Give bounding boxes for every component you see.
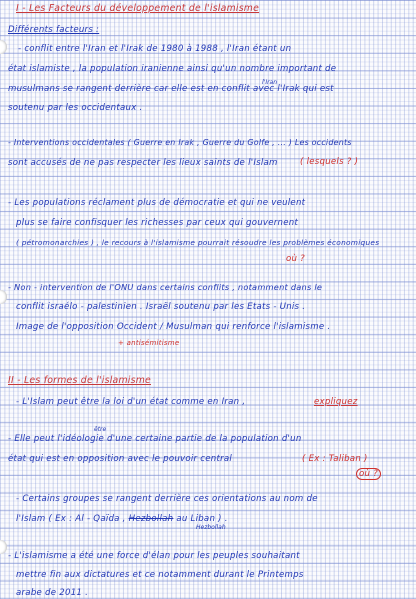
s1b1-line2: état islamiste , la population iranienne ainsi qu'un nombre important de [8,64,337,74]
s1b4-line1: - Non - intervention de l'ONU dans certains conflits , notamment dans le [8,282,323,292]
s1b2-line1: - Interventions occidentales ( Guerre en Irak , Guerre du Golfe , ... ) Les occidents [8,138,352,147]
s2b3-line2: l'Islam ( Ex : Al - Qaïda , Hezbollah au Liban ) . [16,514,228,524]
s2b2-note: où ? [356,468,381,480]
s1b1-line3: musulmans se rangent derrière car elle est en conflit avec l'Irak qui est [8,84,334,94]
s1b1-line4: soutenu par les occidentaux . [8,103,143,113]
struck-word: Hezbollah [128,514,174,524]
s1b4-line2: conflit israélo - palestinien . Israël soutenu par les Etats - Unis . [16,302,306,312]
s2b4-line1: - L'islamisme a été une force d'élan pour les peuples souhaitant [8,551,300,561]
s2b2-insert: être [94,426,107,433]
s1b2-line2: sont accusés de ne pas respecter les lieux saints de l'Islam [8,158,278,168]
s2b1-note: expliquez [314,397,358,407]
s2b3-line1: - Certains groupes se rangent derrière ces orientations au nom de [16,494,318,504]
s2b2-line1: - Elle peut l'idéologie d'une certaine partie de la population d'un [8,434,302,444]
s1b3-line3: ( pétromonarchies ) , le recours à l'islamisme pourrait résoudre les problèmes économiques [16,238,380,247]
s2b1-line1: - L'Islam peut être la loi d'un état comme en Iran , [16,397,246,407]
binder-hole [0,290,7,304]
s1b1-line1: - conflit entre l'Iran et l'Irak de 1980 à 1988 , l'Iran étant un [18,44,292,54]
binder-hole [0,540,7,554]
s2b2-line2: état qui est en opposition avec le pouvoir central [8,454,233,464]
s1b3-note: où ? [286,254,305,264]
binder-hole [0,40,7,54]
section1-title: I - Les Facteurs du développement de l'islamisme [16,3,260,14]
s1b4-note: + antisémitisme [118,339,180,347]
s2b3-insert: Hezbollah [196,524,226,531]
s1b3-line1: - Les populations réclament plus de démocratie et qui ne veulent [8,198,306,208]
section2-title: II - Les formes de l'islamisme [8,375,151,386]
s1b4-line3: Image de l'opposition Occident / Musulman qui renforce l'islamisme . [16,322,331,332]
s2b2-example: ( Ex : Taliban ) [302,454,368,464]
section1-subtitle: Différents facteurs : [8,25,100,35]
s2b4-line2: mettre fin aux dictatures et ce notamment durant le Printemps [16,570,304,580]
s1b2-note: ( lesquels ? ) [300,157,359,167]
s1b1-insert-iran: l'Iran [262,79,278,86]
s2b4-line3: arabe de 2011 . [16,588,89,598]
s1b3-line2: plus se faire confisquer les richesses par ceux qui gouvernent [16,218,299,228]
